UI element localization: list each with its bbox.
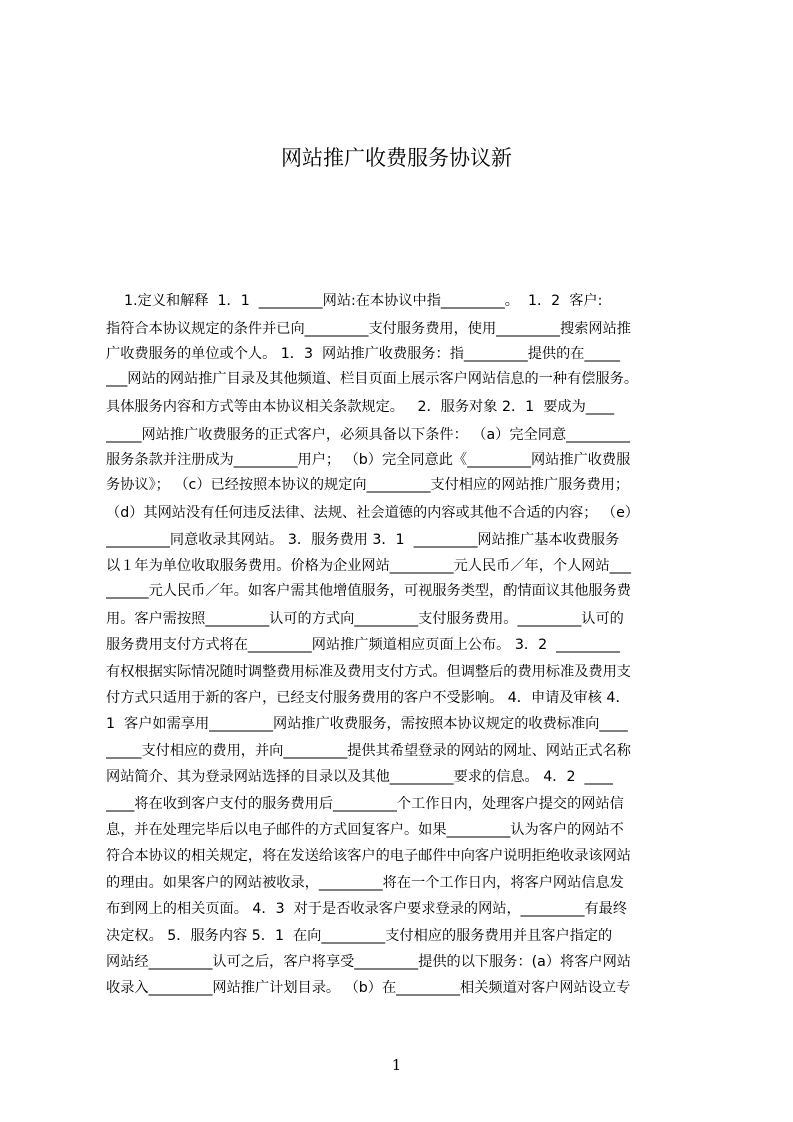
body-line: 息，并在处理完毕后以电子邮件的方式回复客户。如果_________认为客户的网站不: [106, 822, 624, 838]
body-line: 广收费服务的单位或个人。 1．3 网站推广收费服务：指_________提供的在_____: [106, 346, 620, 362]
body-line: 以１年为单位收取服务费用。价格为企业网站_________元人民币／年，个人网站___: [106, 558, 631, 574]
body-line: 1.定义和解释 1．1 _________网站:在本协议中指_________。 1．2 客户:: [106, 293, 603, 309]
page-number: 1: [391, 1056, 402, 1074]
body-line: 决定权。 5．服务内容 5．1 在向_________支付相应的服务费用并且客户指定的: [106, 928, 613, 944]
body-line: ____将在收到客户支付的服务费用后_________个工作日内，处理客户提交的网站信: [106, 796, 624, 812]
body-line: 收录入_________网站推广计划目录。 （b）在_________相关频道对客户网站设立专: [106, 980, 631, 996]
body-line: 符合本协议的相关规定，将在发送给该客户的电子邮件中向客户说明拒绝收录该网站: [106, 848, 631, 864]
body-line: 1 客户如需享用_________网站推广收费服务，需按照本协议规定的收费标准向____: [106, 716, 628, 732]
body-line: _________同意收录其网站。 3．服务费用 3．1 _________网站推广基本收费服务: [106, 532, 620, 548]
body-line: 服务条款并注册成为_________用户； （b）完全同意此《_________网站推广收费服: [106, 452, 631, 468]
body-line: 用。客户需按照_________认可的方式向_________支付服务费用。_________认可的: [106, 611, 624, 627]
body-line: 布到网上的相关页面。 4．3 对于是否收录客户要求登录的网站，_________有最终: [106, 901, 628, 917]
body-line: _____支付相应的费用，并向_________提供其希望登录的网站的网址、网站正式名称: [106, 743, 631, 759]
body-line: 具体服务内容和方式等由本协议相关条款规定。 2．服务对象 2．1 要成为____: [106, 399, 615, 415]
body-line: 付方式只适用于新的客户，已经支付服务费用的客户不受影响。 4．申请及审核 4．: [106, 690, 630, 706]
body-line: 务协议》； （c）已经按照本协议的规定向_________支付相应的网站推广服务费用；: [106, 477, 630, 493]
body-line: 指符合本协议规定的条件并已向_________支付服务费用，使用_________搜索网站推: [106, 321, 631, 337]
body-line: 网站经_________认可之后，客户将享受_________提供的以下服务：(a）将客户网站: [106, 954, 631, 970]
body-line: _____网站推广收费服务的正式客户，必须具备以下条件： （a）完全同意_________: [106, 427, 630, 443]
body-line: ___网站的网站推广目录及其他频道、栏目页面上展示客户网站信息的一种有偿服务。: [106, 371, 639, 387]
body-line: 有权根据实际情况随时调整费用标准及费用支付方式。但调整后的费用标准及费用支: [106, 664, 631, 680]
body-line: （d）其网站没有任何违反法律、法规、社会道德的内容或其他不合适的内容； （e）: [106, 505, 639, 521]
document-title: 网站推广收费服务协议新: [281, 146, 512, 170]
body-line: ______元人民币／年。如客户需其他增值服务，可视服务类型，酌情面议其他服务费: [106, 583, 631, 599]
body-line: 网站简介、其为登录网站选择的目录以及其他_________要求的信息。 4．2 ____: [106, 769, 613, 785]
body-line: 的理由。如果客户的网站被收录，_________将在一个工作日内，将客户网站信息发: [106, 875, 624, 891]
body-line: 服务费用支付方式将在_________网站推广频道相应页面上公布。 3．2 _________: [106, 637, 620, 653]
